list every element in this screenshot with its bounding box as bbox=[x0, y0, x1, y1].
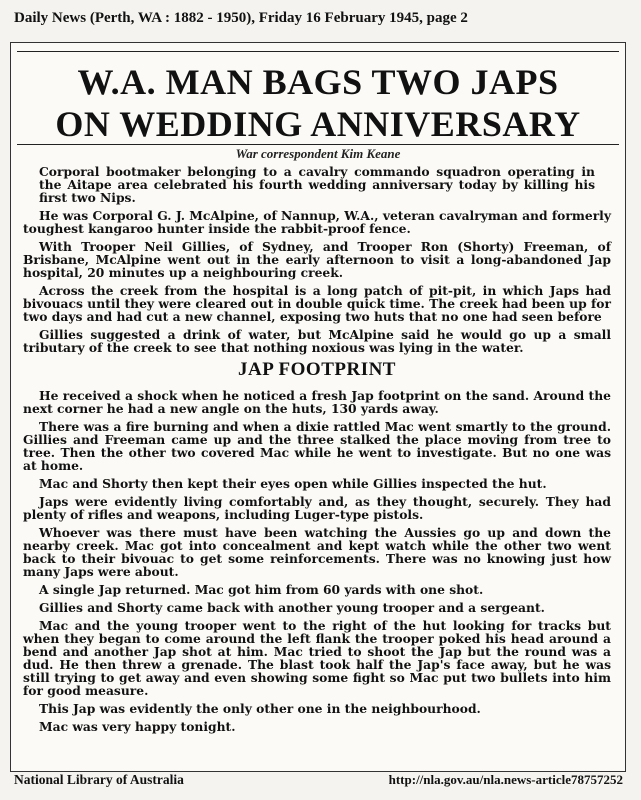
paragraph: A single Jap returned. Mac got him from 60 yards with one shot. bbox=[39, 582, 484, 597]
headline-line-1: W.A. MAN BAGS TWO JAPS bbox=[77, 62, 559, 102]
footer-url[interactable]: http://nla.gov.au/nla.news-article78757252 bbox=[388, 772, 623, 787]
paragraph: Whoever was there must have been watching the Aussies go up and down the nearby creek. Mac got into concealment and kept watch while the other two went back to their bivouac to get some reinforcements. There was no knowing just how many Japs were about. bbox=[23, 525, 611, 579]
top-rule bbox=[17, 51, 619, 52]
paragraph: With Trooper Neil Gillies, of Sydney, and Trooper Ron (Shorty) Freeman, of Brisbane, McAlpine went out in the early afternoon to visit a long-abandoned Jap hospital, 20 minutes up a neighbouring creek. bbox=[23, 239, 611, 280]
byline-rule bbox=[17, 144, 619, 145]
footer-source: National Library of Australia bbox=[14, 772, 184, 787]
paragraph: Mac and the young trooper went to the right of the hut looking for tracks but when they began to come around the left flank the trooper poked his head around a bend and another Jap shot at him. Mac tried to shoot the Jap but the round was a dud. He then threw a grenade. The blast took half the Jap's face away, but he was still trying to get away and even showing some fight so Mac put two bullets into him for good measure. bbox=[23, 618, 611, 698]
paragraph: Mac was very happy tonight. bbox=[39, 719, 236, 734]
page-caption: Daily News (Perth, WA : 1882 - 1950), Friday 16 February 1945, page 2 bbox=[14, 10, 468, 26]
paragraph: This Jap was evidently the only other one in the neighbourhood. bbox=[39, 701, 481, 716]
article-body bbox=[23, 165, 611, 738]
subheading: JAP FOOTPRINT bbox=[238, 359, 396, 380]
paragraph: There was a fire burning and when a dixie rattled Mac went smartly to the ground. Gillies and Freeman came up and the three stalked the place moving from tree to tree. Then the other two covered Mac while he went to investigate. But no one was at home. bbox=[23, 419, 611, 473]
paragraph: Gillies and Shorty came back with another young trooper and a sergeant. bbox=[39, 600, 545, 615]
paragraph: Mac and Shorty then kept their eyes open while Gillies inspected the hut. bbox=[39, 476, 547, 491]
lead-paragraph: Corporal bootmaker belonging to a cavalry commando squadron operating in the Aitape area celebrated his fourth wedding anniversary today by killing his first two Nips. bbox=[39, 164, 595, 205]
byline: War correspondent Kim Keane bbox=[235, 146, 401, 161]
paragraph: He was Corporal G. J. McAlpine, of Nannup, W.A., veteran cavalryman and formerly toughest kangaroo hunter inside the rabbit-proof fence. bbox=[23, 208, 611, 236]
paragraph: Japs were evidently living comfortably and, as they thought, securely. They had plenty of rifles and weapons, including Luger-type pistols. bbox=[23, 494, 611, 522]
paragraph: Across the creek from the hospital is a long patch of pit-pit, in which Japs had bivouacs until they were cleared out in double quick time. The creek had been up for two days and had cut a new channel, exposing two huts that no one had seen before bbox=[23, 283, 611, 324]
newspaper-clipping bbox=[10, 42, 626, 772]
paragraph: Gillies suggested a drink of water, but McAlpine said he would go up a small tributary of the creek to see that nothing noxious was lying in the water. bbox=[23, 327, 611, 355]
headline-line-2: ON WEDDING ANNIVERSARY bbox=[55, 104, 581, 144]
headline bbox=[19, 61, 617, 145]
paragraph: He received a shock when he noticed a fresh Jap footprint on the sand. Around the next corner he had a new angle on the huts, 130 yards away. bbox=[23, 388, 611, 416]
